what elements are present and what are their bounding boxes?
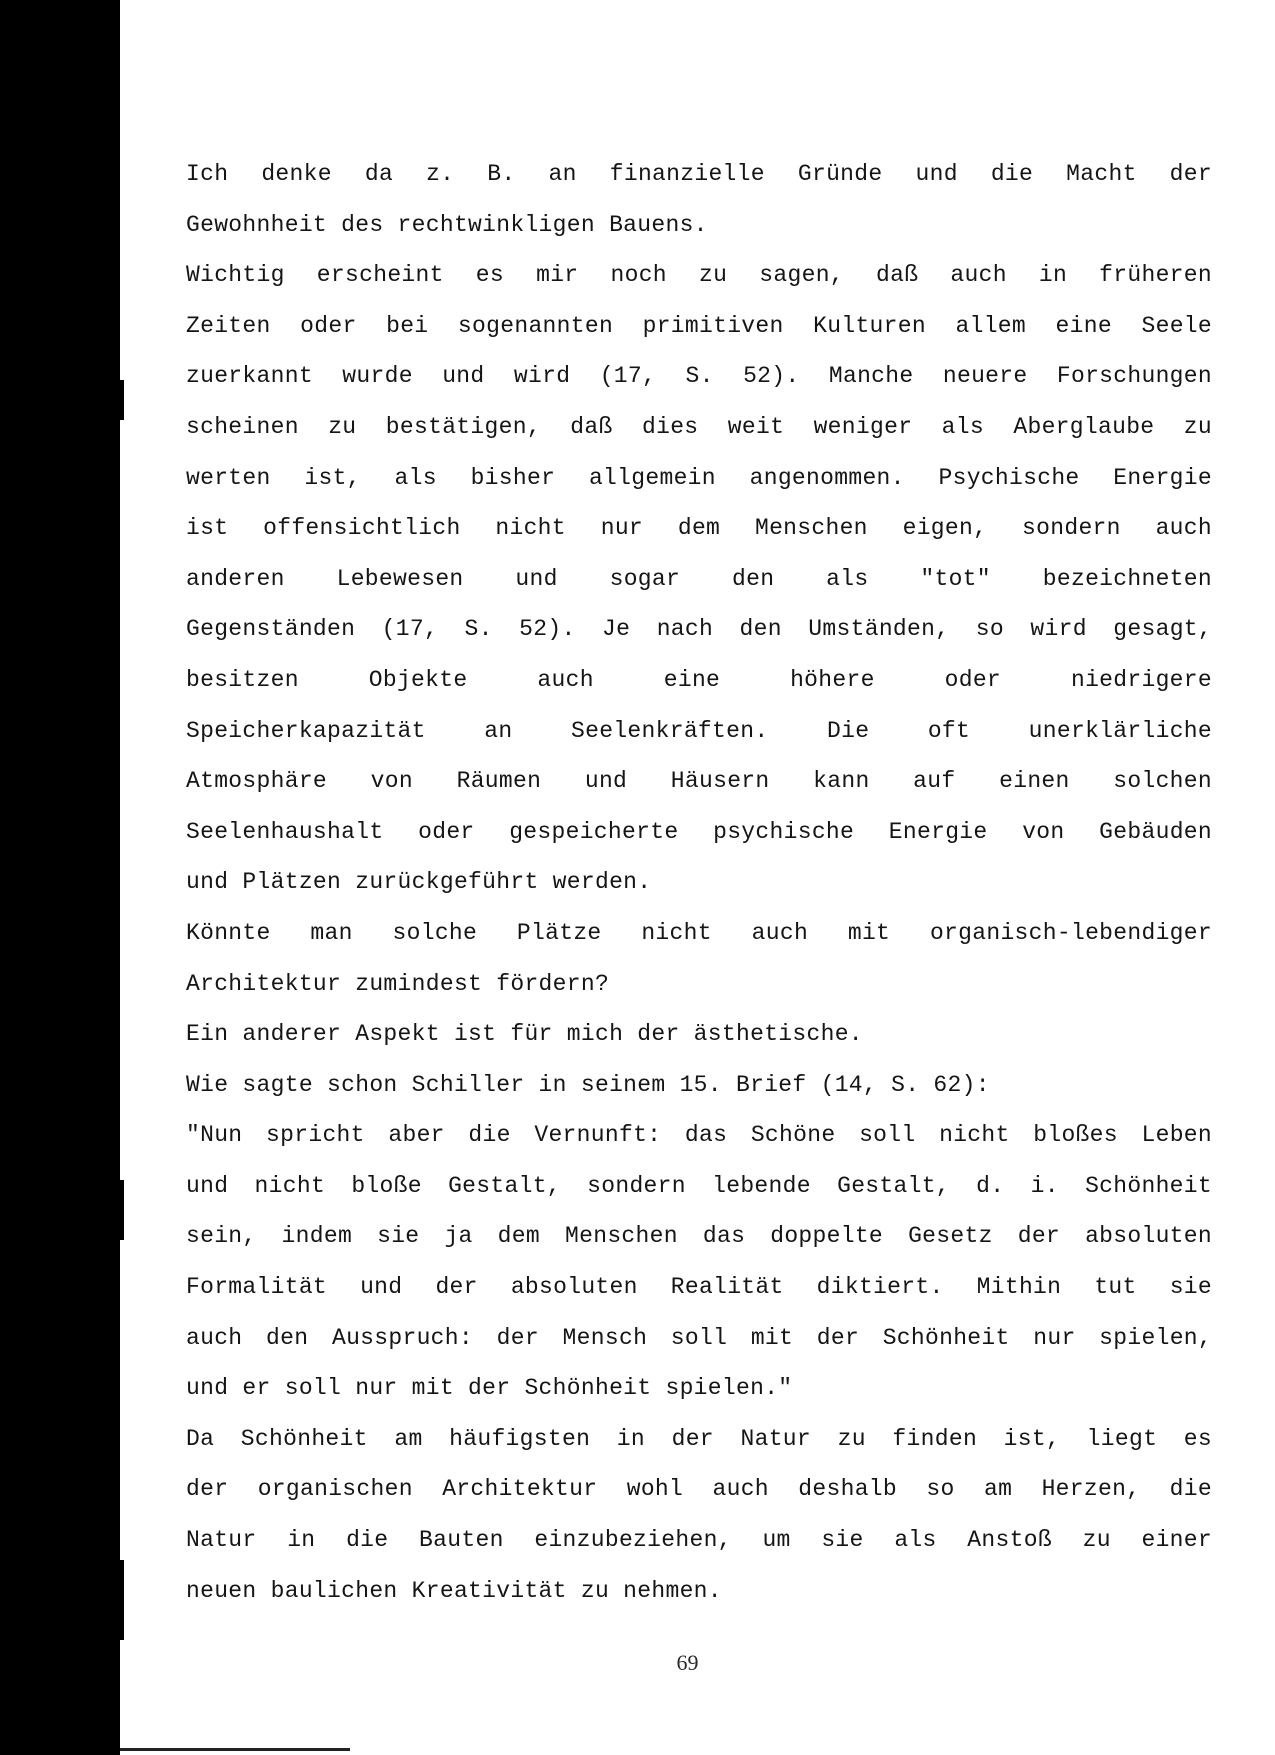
text-line: und nicht bloße Gestalt, sondern lebende Gestalt, d. i. Schönheit [186, 1172, 1212, 1199]
scan-border-notch [118, 1180, 124, 1240]
text-line: Ich denke da z. B. an finanzielle Gründe und die Macht der [186, 161, 1212, 187]
text-line: zuerkannt wurde und wird (17, S. 52). Manche neuere Forschungen [186, 363, 1212, 390]
text-line: werten ist, als bisher allgemein angenommen. Psychische Energie [186, 464, 1212, 491]
text-line: Seelenhaushalt oder gespeicherte psychische Energie von Gebäuden [186, 818, 1212, 845]
text-line: der organischen Architektur wohl auch deshalb so am Herzen, die [186, 1476, 1212, 1503]
text-line: Könnte man solche Plätze nicht auch mit organisch-lebendiger [186, 919, 1212, 946]
text-line: Architektur zumindest fördern? [186, 970, 610, 997]
text-line: sein, indem sie ja dem Menschen das doppelte Gesetz der absoluten [186, 1223, 1212, 1250]
document-body [186, 156, 1212, 1623]
text-line: Gewohnheit des rechtwinkligen Bauens. [186, 211, 708, 238]
scan-border-left [0, 0, 120, 1755]
text-line: scheinen zu bestätigen, daß dies weit weniger als Aberglaube zu [186, 413, 1212, 440]
text-line: und er soll nur mit der Schönheit spielen." [186, 1375, 793, 1402]
text-line: neuen baulichen Kreativität zu nehmen. [186, 1577, 722, 1604]
text-line: Speicherkapazität an Seelenkräften. Die oft unerklärliche [186, 717, 1212, 744]
text-line: ist offensichtlich nicht nur dem Menschen eigen, sondern auch [186, 515, 1212, 542]
scan-bottom-rule [120, 1748, 350, 1751]
text-line: und Plätzen zurückgeführt werden. [186, 869, 652, 896]
text-line: anderen Lebewesen und sogar den als "tot" bezeichneten [186, 565, 1212, 592]
text-line: Ein anderer Aspekt ist für mich der ästhetische. [186, 1021, 863, 1048]
text-line: Formalität und der absoluten Realität diktiert. Mithin tut sie [186, 1274, 1212, 1301]
page-number: 69 [676, 1650, 699, 1675]
text-line: besitzen Objekte auch eine höhere oder niedrigere [186, 666, 1212, 693]
text-line: Zeiten oder bei sogenannten primitiven Kulturen allem eine Seele [186, 312, 1212, 339]
scan-border-notch [118, 380, 124, 420]
text-line: Natur in die Bauten einzubeziehen, um sie als Anstoß zu einer [186, 1527, 1212, 1554]
scan-border-notch [118, 1560, 124, 1640]
text-line: Gegenständen (17, S. 52). Je nach den Umständen, so wird gesagt, [186, 616, 1212, 643]
text-line: auch den Ausspruch: der Mensch soll mit der Schönheit nur spielen, [186, 1324, 1212, 1351]
text-line: Atmosphäre von Räumen und Häusern kann auf einen solchen [186, 768, 1212, 795]
text-line: Wie sagte schon Schiller in seinem 15. Brief (14, S. 62): [186, 1071, 990, 1098]
text-line: Wichtig erscheint es mir noch zu sagen, daß auch in früheren [186, 262, 1212, 289]
text-line: Da Schönheit am häufigsten in der Natur zu finden ist, liegt es [186, 1425, 1212, 1452]
text-line: "Nun spricht aber die Vernunft: das Schöne soll nicht bloßes Leben [186, 1122, 1212, 1149]
